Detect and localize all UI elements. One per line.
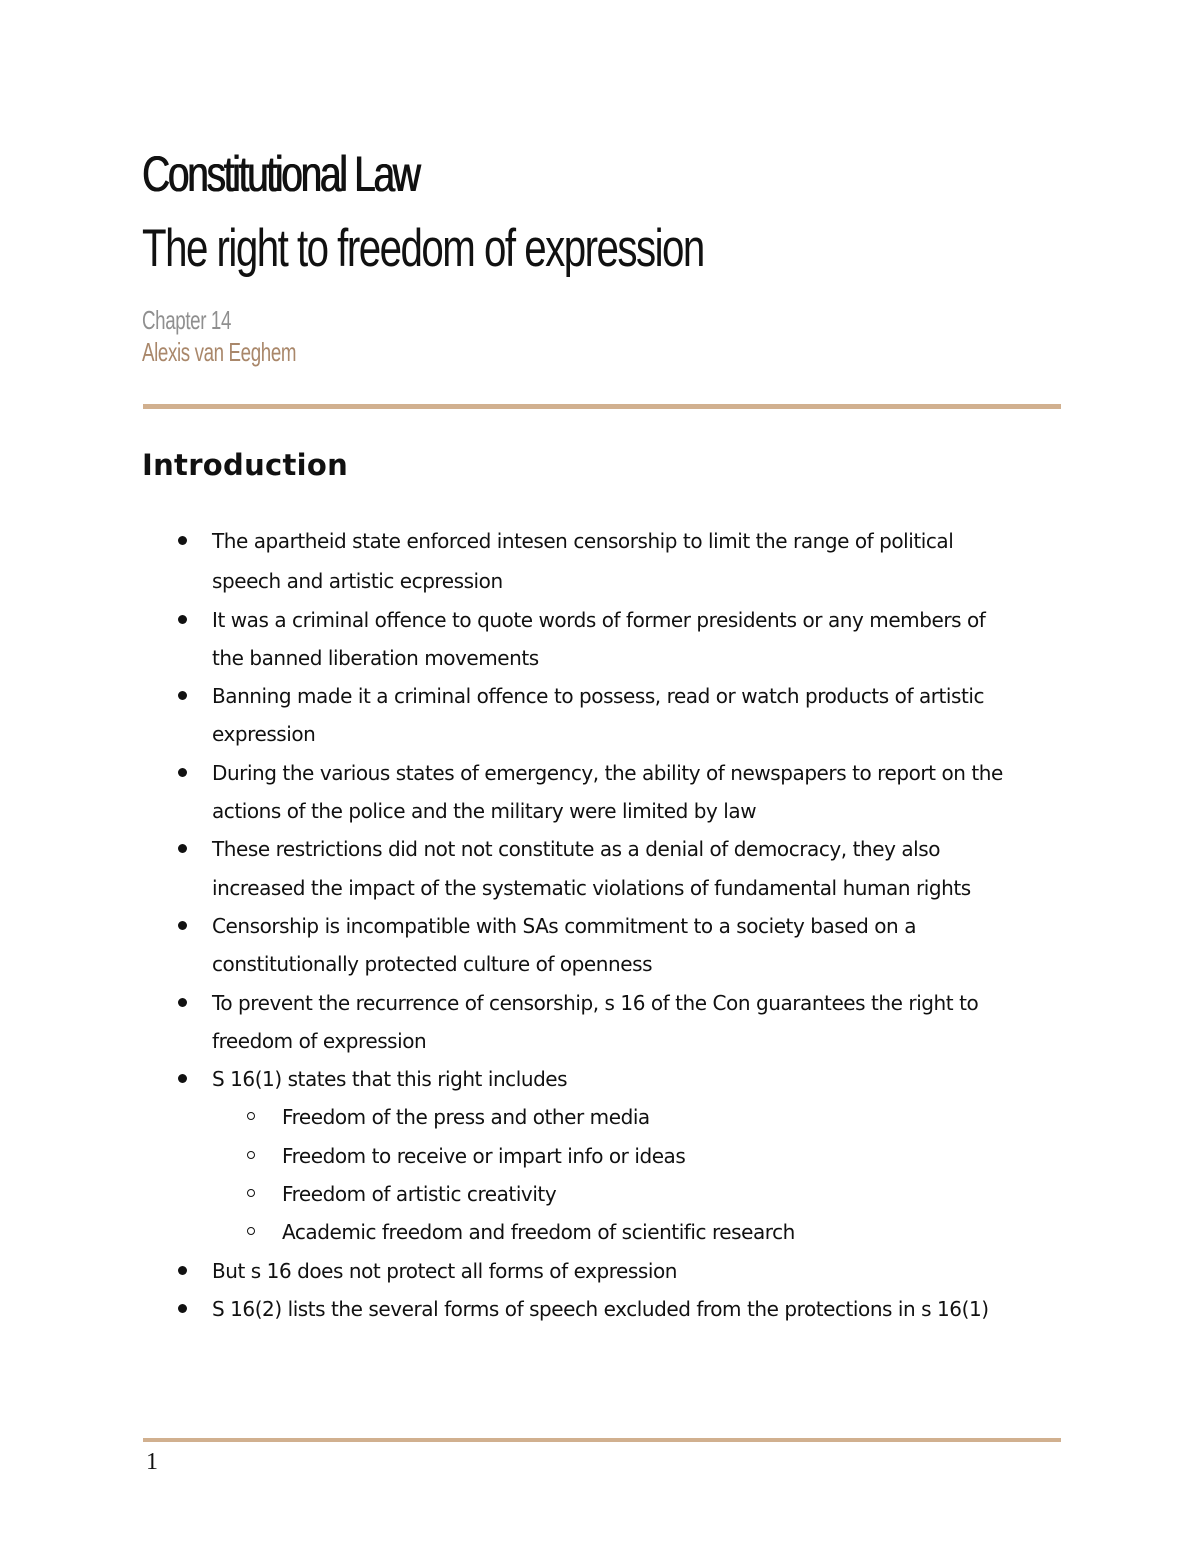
sub-list-item-text: Freedom to receive or impart info or ideas: [282, 1143, 686, 1168]
circle-bullet-icon: [247, 1112, 255, 1120]
page-number: 1: [146, 1449, 158, 1475]
header-divider: [143, 404, 1061, 409]
sub-list-item-text: Freedom of artistic creativity: [282, 1182, 557, 1207]
circle-bullet-icon: [247, 1151, 255, 1159]
list-item: [0, 830, 1042, 907]
list-item: [0, 522, 1042, 601]
sub-list-item: [0, 1213, 1200, 1251]
sub-list-item: [0, 1098, 1200, 1136]
list-item-line: expression: [212, 722, 316, 747]
list-item-line: It was a criminal offence to quote words of former presidents or any members of: [212, 607, 986, 632]
list-item-line: But s 16 does not protect all forms of expression: [212, 1258, 677, 1283]
list-item: [0, 907, 1042, 984]
bullet-icon: [178, 615, 187, 624]
bullet-icon: [178, 998, 187, 1007]
sub-list-item-text: Freedom of the press and other media: [282, 1105, 650, 1130]
bullet-icon: [178, 1304, 187, 1313]
bullet-icon: [178, 844, 187, 853]
bullet-icon: [178, 691, 187, 700]
list-item-line: actions of the police and the military were limited by law: [212, 799, 757, 824]
list-item-line: During the various states of emergency, the ability of newspapers to report on the: [212, 760, 1003, 785]
sub-list-item-text: Academic freedom and freedom of scientific research: [282, 1220, 795, 1245]
bullet-icon: [178, 921, 187, 930]
list-item-line: speech and artistic ecpression: [212, 569, 503, 594]
list-item-line: the banned liberation movements: [212, 645, 539, 670]
list-item-line: freedom of expression: [212, 1028, 427, 1053]
bullet-icon: [178, 536, 187, 545]
list-item-line: constitutionally protected culture of openness: [212, 952, 653, 977]
chapter-label: Chapter 14: [142, 305, 232, 335]
circle-bullet-icon: [247, 1227, 255, 1235]
bullet-list: [0, 522, 1200, 1328]
list-item: [0, 1290, 1042, 1328]
document-subtitle: The right to freedom of expression: [142, 219, 704, 278]
author-name: Alexis van Eeghem: [142, 337, 297, 367]
list-item: [0, 1060, 1042, 1098]
list-item: [0, 984, 1042, 1061]
bullet-icon: [178, 1266, 187, 1275]
list-item-line: S 16(2) lists the several forms of speech excluded from the protections in s 16(1): [212, 1296, 989, 1321]
list-item-line: To prevent the recurrence of censorship, s 16 of the Con guarantees the right to: [212, 990, 979, 1015]
list-item-line: The apartheid state enforced intesen censorship to limit the range of political: [212, 529, 954, 553]
section-heading: Introduction: [142, 448, 349, 482]
list-item-line: These restrictions did not not constitute as a denial of democracy, they also: [212, 837, 941, 862]
circle-bullet-icon: [247, 1189, 255, 1197]
bullet-icon: [178, 768, 187, 777]
list-item: [0, 601, 1042, 678]
list-item: [0, 754, 1042, 831]
sub-list-item: [0, 1137, 1200, 1175]
footer-divider: [143, 1438, 1061, 1442]
list-item-line: Banning made it a criminal offence to possess, read or watch products of artistic: [212, 684, 985, 709]
sub-list-item: [0, 1175, 1200, 1213]
list-item-line: S 16(1) states that this right includes: [212, 1067, 568, 1092]
list-item: [0, 1252, 1042, 1290]
document-title: Constitutional Law: [142, 146, 419, 202]
list-item: [0, 677, 1042, 754]
bullet-icon: [178, 1074, 187, 1083]
list-item-line: increased the impact of the systematic violations of fundamental human rights: [212, 875, 971, 900]
list-item-line: Censorship is incompatible with SAs commitment to a society based on a: [212, 913, 916, 938]
